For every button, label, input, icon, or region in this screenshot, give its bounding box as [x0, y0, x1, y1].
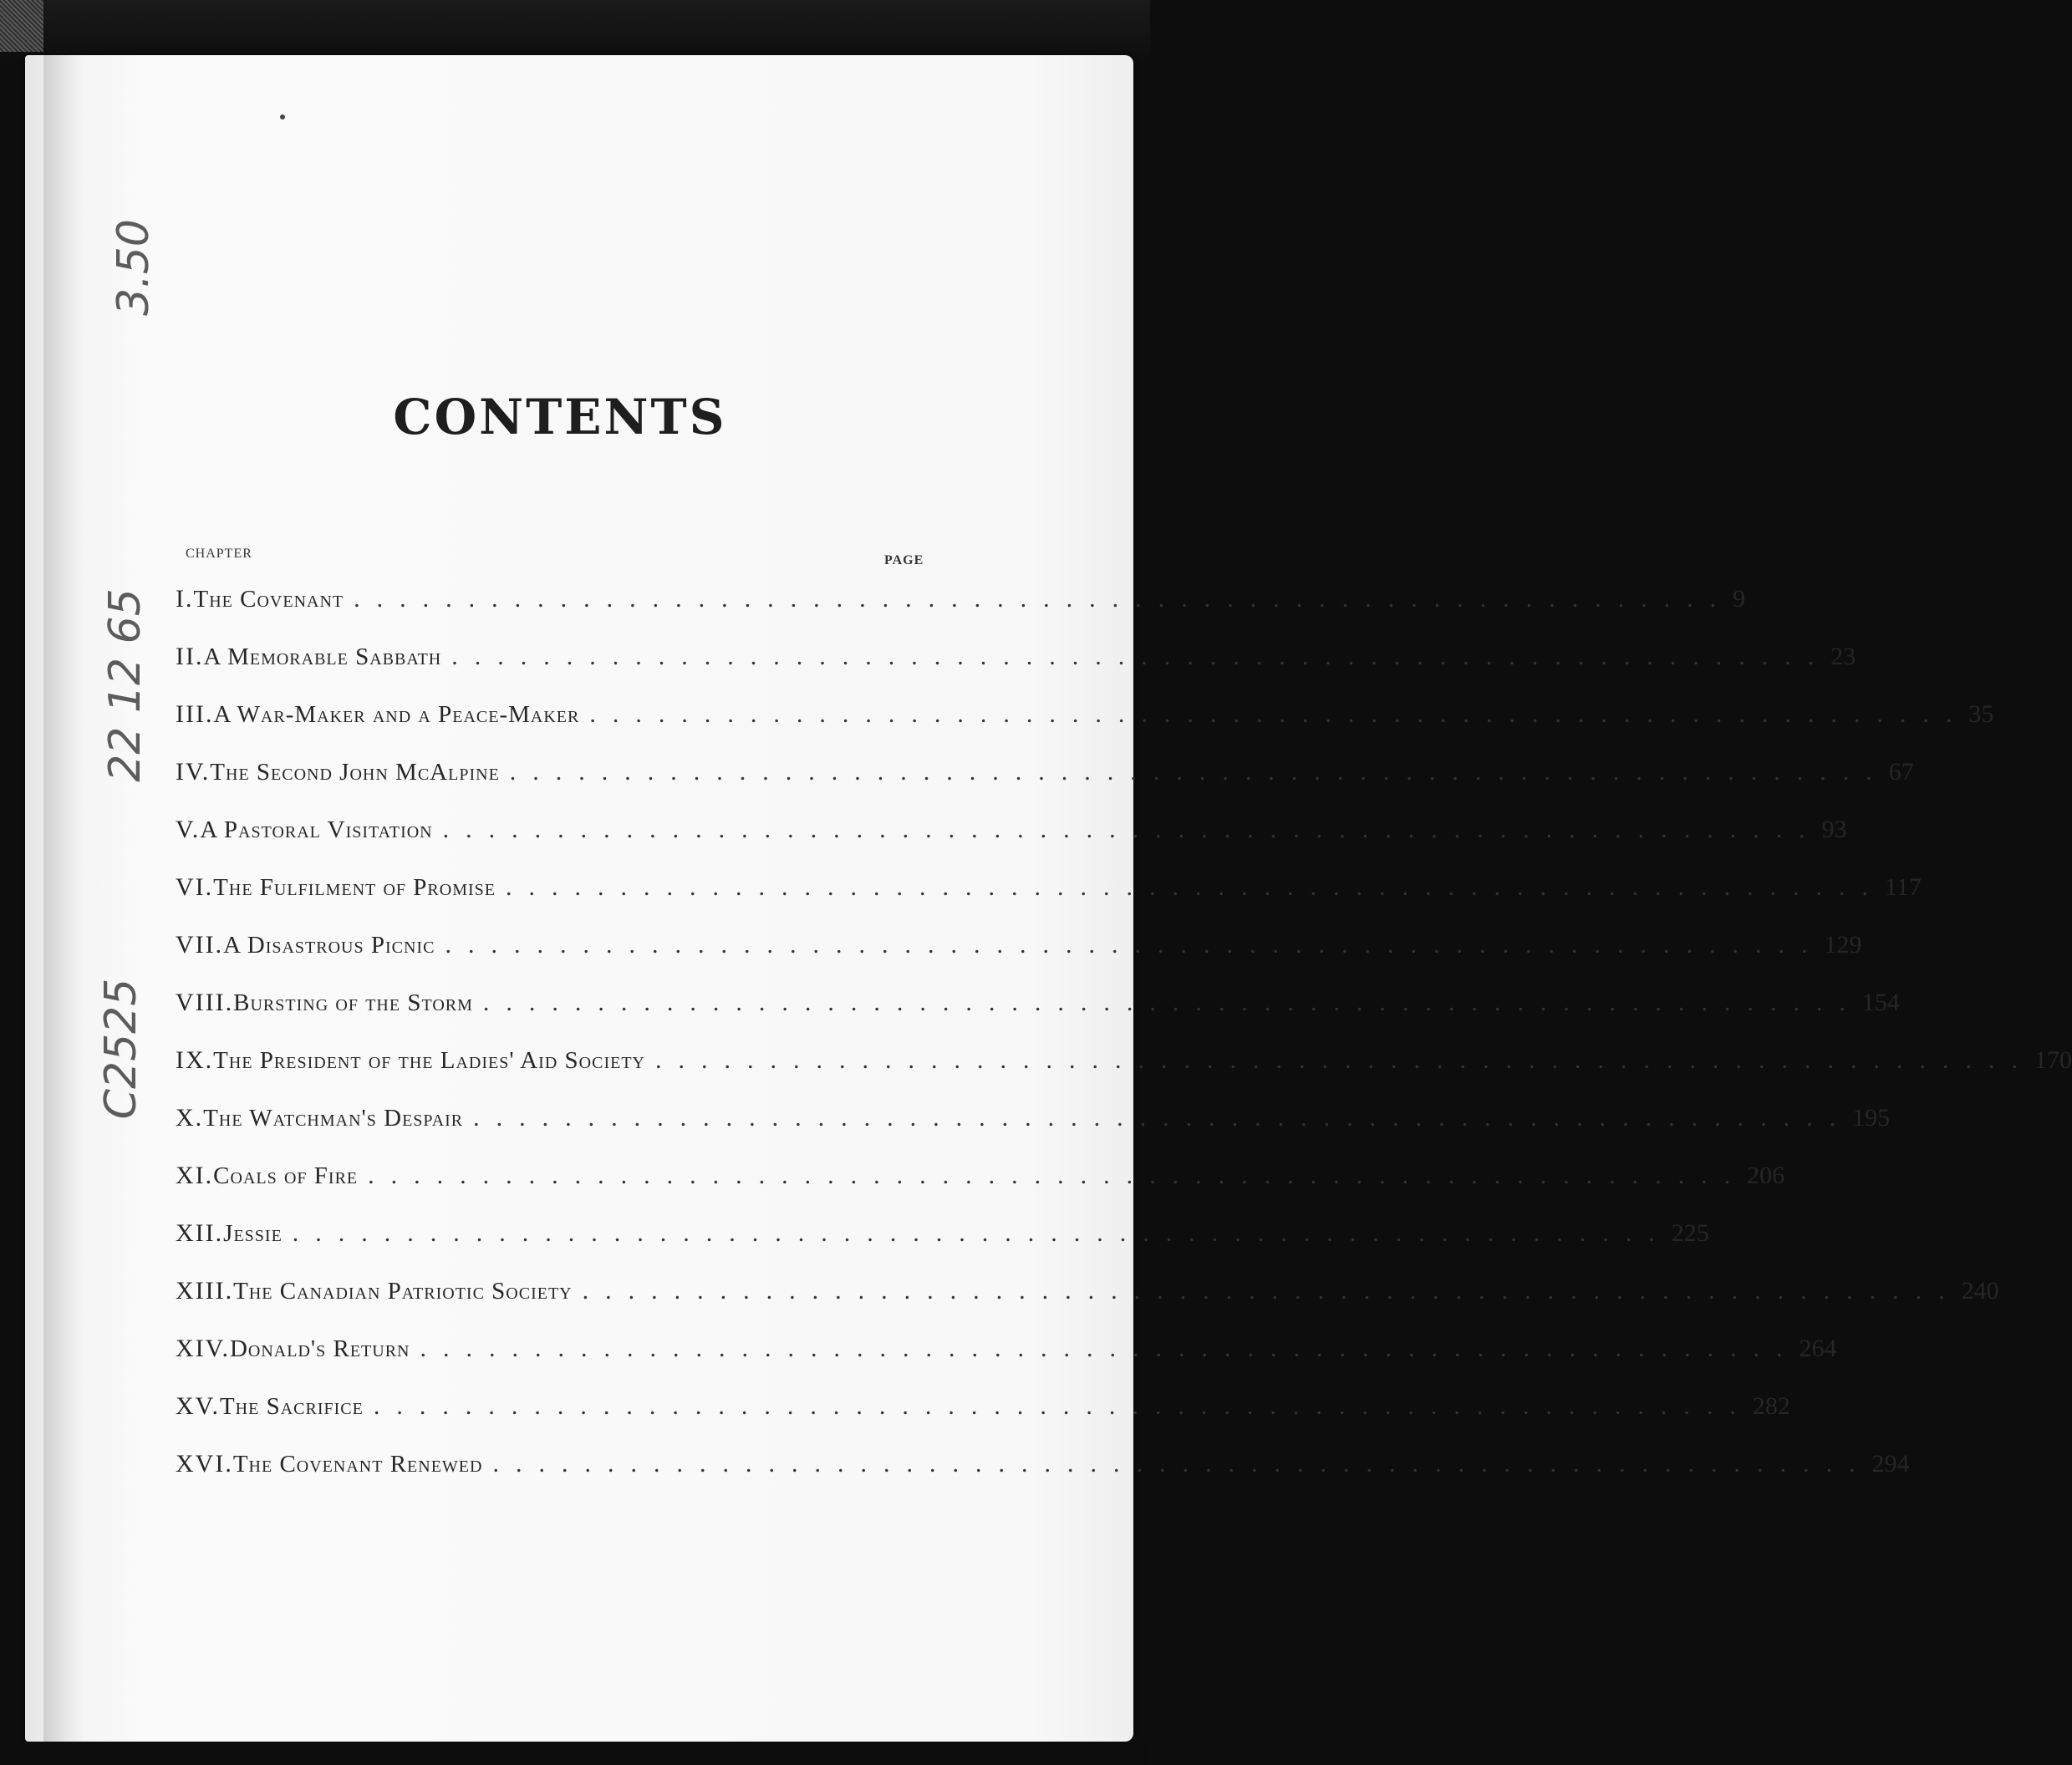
page-number: 264 — [1799, 1335, 1837, 1362]
toc-entry — [176, 1204, 1709, 1262]
chapter-numeral: X. — [176, 1104, 204, 1132]
page-number: 225 — [1671, 1219, 1709, 1247]
dot-leader: ............................................................ — [420, 1335, 1800, 1362]
toc-entry — [176, 1089, 1891, 1147]
chapter-title: The Sacrifice — [219, 1393, 364, 1420]
toc-entry — [176, 858, 1922, 916]
page-title: CONTENTS — [393, 389, 727, 445]
chapter-title: The Fulfilment of Promise — [213, 874, 496, 901]
toc-entry — [176, 1262, 1999, 1320]
book-cover-edge — [0, 0, 1150, 58]
toc-entry — [176, 743, 1914, 801]
chapter-numeral: I. — [176, 585, 194, 613]
chapter-title: A War-Maker and a Peace-Maker — [213, 701, 580, 728]
dot-leader: ............................................................ — [506, 873, 1885, 901]
chapter-title: The Canadian Patriotic Society — [233, 1278, 573, 1305]
page-number: 294 — [1871, 1450, 1910, 1478]
pencil-note-number: C2525 — [96, 978, 146, 1120]
page-number: 35 — [1968, 700, 1994, 728]
page-number: 170 — [2034, 1046, 2072, 1074]
page-number: 195 — [1852, 1104, 1891, 1132]
dot-leader: ............................................................ — [509, 758, 1889, 786]
chapter-numeral: IX. — [176, 1046, 214, 1074]
dot-leader: ............................................................ — [589, 700, 1969, 728]
chapter-numeral: XV. — [176, 1392, 220, 1420]
chapter-numeral: VI. — [176, 873, 214, 901]
dot-leader: ............................................................ — [442, 816, 1822, 843]
dot-leader: ............................................................ — [473, 1104, 1853, 1132]
toc-entry — [176, 628, 1856, 685]
dot-leader: ............................................................ — [368, 1162, 1748, 1189]
chapter-numeral: XI. — [176, 1162, 214, 1189]
dot-leader: ............................................................ — [373, 1392, 1753, 1420]
chapter-title: Donald's Return — [229, 1335, 410, 1362]
chapter-title: A Pastoral Visitation — [200, 816, 433, 843]
toc-entry — [176, 1147, 1785, 1204]
page-gutter-shadow — [43, 55, 84, 1742]
dot-leader: ............................................................ — [354, 585, 1733, 613]
chapter-numeral: XII. — [176, 1219, 224, 1247]
toc-entry — [176, 974, 1900, 1031]
table-of-contents — [176, 570, 2072, 1493]
toc-entry — [176, 1320, 1837, 1377]
cloth-binding-corner — [0, 0, 43, 52]
chapter-title: A Disastrous Picnic — [223, 932, 435, 959]
chapter-numeral: II. — [176, 643, 204, 670]
page-number: 23 — [1830, 643, 1856, 670]
page-number: 240 — [1961, 1277, 1999, 1305]
pencil-note-date: 22 12 65 — [100, 588, 150, 782]
chapter-title: Bursting of the Storm — [233, 989, 473, 1016]
page-number: 93 — [1821, 816, 1847, 843]
chapter-column-label: CHAPTER — [186, 547, 252, 561]
page-number: 206 — [1747, 1162, 1785, 1189]
chapter-title: The Covenant — [193, 586, 344, 613]
chapter-title: The Covenant Renewed — [232, 1451, 483, 1478]
toc-entry — [176, 570, 1746, 628]
chapter-title: The President of the Ladies' Aid Society — [213, 1047, 645, 1074]
chapter-title: Coals of Fire — [213, 1162, 359, 1189]
page-number: 117 — [1885, 873, 1922, 901]
chapter-numeral: V. — [176, 816, 201, 843]
chapter-numeral: XVI. — [176, 1450, 233, 1478]
book-bottom-edge — [0, 1742, 1150, 1765]
dot-leader: ............................................................ — [451, 643, 1831, 670]
toc-entry — [176, 1031, 2072, 1089]
chapter-numeral: III. — [176, 700, 214, 728]
dot-leader: ............................................................ — [445, 931, 1825, 959]
pencil-note-price: 3.50 — [109, 219, 159, 316]
toc-entry — [176, 801, 1847, 858]
chapter-title: A Memorable Sabbath — [203, 643, 442, 670]
chapter-title: Jessie — [223, 1220, 283, 1247]
chapter-numeral: XIII. — [176, 1277, 234, 1305]
chapter-numeral: XIV. — [176, 1335, 230, 1362]
toc-entry — [176, 916, 1862, 974]
chapter-numeral: VIII. — [176, 989, 234, 1016]
toc-entry — [176, 1377, 1790, 1435]
chapter-title: The Watchman's Despair — [203, 1105, 464, 1132]
chapter-numeral: IV. — [176, 758, 211, 786]
dot-leader: ............................................................ — [654, 1046, 2034, 1074]
toc-entry — [176, 685, 1994, 743]
dot-leader: ............................................................ — [492, 1450, 1872, 1478]
chapter-numeral: VII. — [176, 931, 224, 959]
chapter-title: The Second John McAlpine — [210, 759, 500, 786]
page-number: 9 — [1733, 585, 1746, 613]
page-column-label: PAGE — [884, 553, 924, 567]
page-number: 282 — [1752, 1392, 1790, 1420]
page-number: 154 — [1861, 989, 1900, 1016]
dot-leader: ............................................................ — [482, 989, 1862, 1016]
paper-speck — [280, 114, 285, 120]
page-number: 129 — [1824, 931, 1862, 959]
page-number: 67 — [1888, 758, 1914, 786]
dot-leader: ............................................................ — [582, 1277, 1962, 1305]
dot-leader: ............................................................ — [292, 1219, 1672, 1247]
toc-entry — [176, 1435, 1910, 1493]
